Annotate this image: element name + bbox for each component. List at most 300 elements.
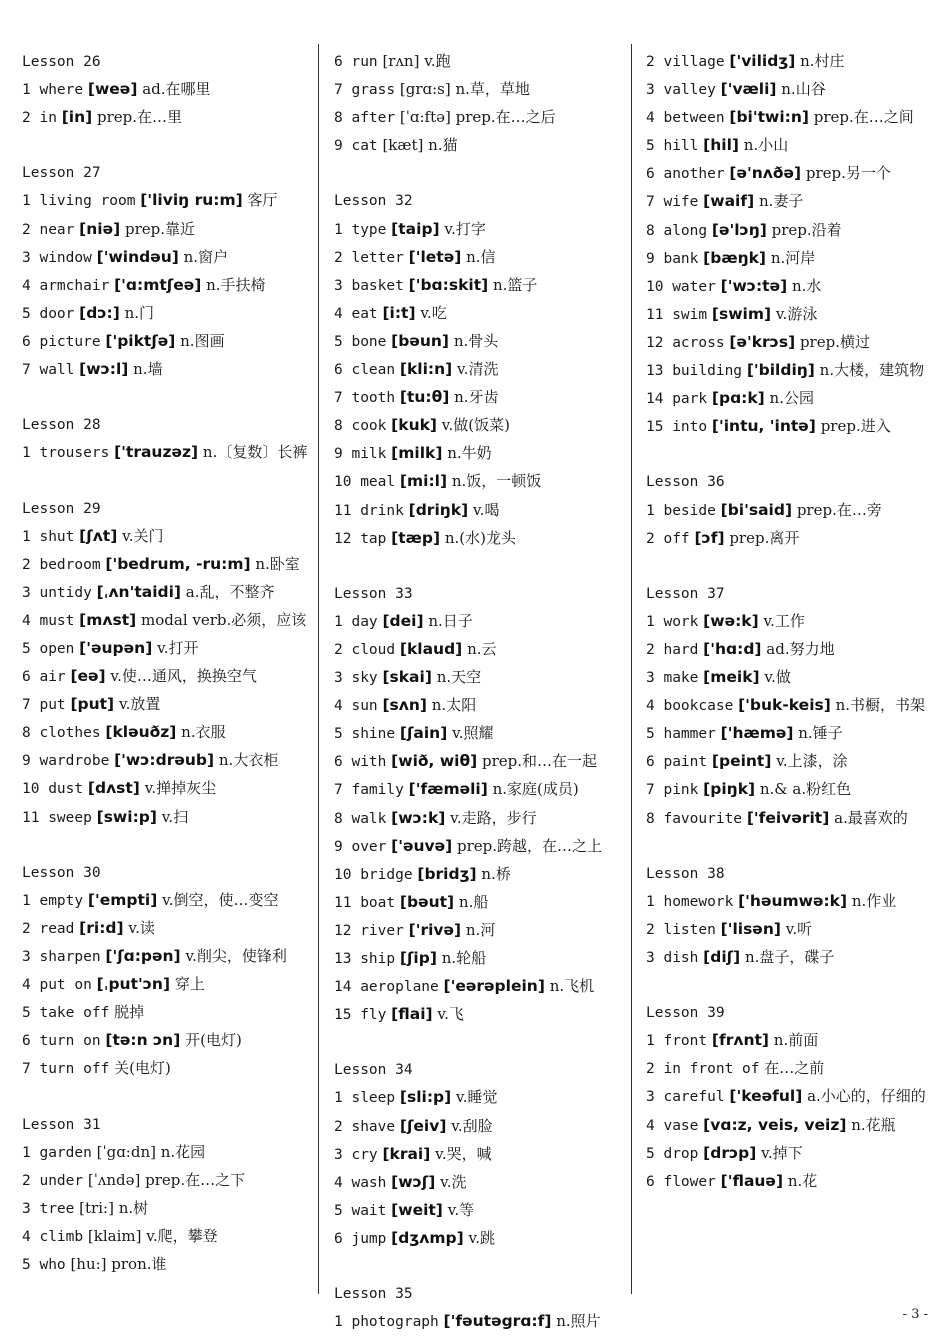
vocab-phonetic: ['bedrum, -ru:m] [105,554,251,573]
lesson-heading [334,580,624,608]
vocab-phonetic: [i:t] [382,303,416,322]
vocab-phonetic: ['letə] [408,247,462,266]
page-number: - 3 - [902,1307,928,1322]
vocab-phonetic: [sʌn] [382,696,427,715]
vocab-word: 7 pink [646,782,699,799]
vocab-word: 13 ship [334,951,396,967]
vocab-word: 2 off [646,530,690,547]
vocab-entry [22,915,310,943]
vocab-entry [22,300,310,328]
vocab-phonetic: [tu:θ] [399,388,450,407]
vocab-word: 3 window [22,249,92,266]
vocab-definition: n.饭，一顿饭 [451,472,542,491]
vocab-phonetic: [ʃeiv] [399,1116,447,1135]
vocab-word: 5 take off [22,1005,110,1022]
vocab-word: 8 along [646,222,708,239]
vocab-definition: v.哭，喊 [435,1144,492,1163]
vocab-word: 2 letter [334,249,404,266]
vocab-entry [22,607,310,635]
lesson-title: Lesson 33 [334,585,413,602]
vocab-definition: v.放置 [118,695,161,714]
vocab-phonetic: [ɔf] [694,528,725,547]
vocab-phonetic: [meik] [703,668,760,687]
vocab-word: 2 shave [334,1118,396,1135]
vocab-phonetic: ['fæməli] [408,780,488,799]
vocab-phonetic: [hil] [703,136,740,155]
vocab-word: 5 drop [646,1145,699,1162]
vocab-definition: prep.横过 [799,332,870,351]
vocab-entry [646,104,936,132]
vocab-entry [334,1001,624,1029]
vocab-word: 6 another [646,166,725,183]
vocab-definition: n.前面 [773,1031,819,1050]
vocab-definition: n.照片 [556,1312,601,1331]
vocab-word: 10 dust [22,781,84,798]
vocab-word: 6 flower [646,1173,716,1190]
vocab-definition: v.工作 [763,611,805,630]
lesson-heading [22,48,310,76]
lesson-heading [22,159,310,187]
vocab-definition: prep.离开 [729,528,800,547]
vocab-definition: 开(电灯) [185,1031,242,1050]
vocab-word: 1 empty [22,892,84,909]
vocab-word: 4 sun [334,698,378,715]
lesson-title: Lesson 32 [334,193,413,210]
vocab-definition: v.上漆，涂 [776,752,848,771]
lesson-title: Lesson 29 [22,500,101,517]
vocab-entry [334,272,624,300]
vocab-definition: v.吃 [420,303,447,322]
vocab-entry [646,357,936,385]
vocab-word: 4 must [22,612,75,629]
vocab-entry [22,663,310,691]
vocab-word: 6 run [334,54,378,70]
lesson-title: Lesson 39 [646,1005,725,1022]
vocab-entry [334,440,624,468]
vocab-phonetic: [frʌnt] [711,1031,769,1050]
vocab-phonetic: [wið, wiθ] [391,752,478,771]
vocab-entry [22,943,310,971]
vocab-word: 5 door [22,305,75,322]
vocab-word: 2 in front of [646,1061,760,1078]
lesson-heading [646,580,936,608]
vocab-definition: [kæt] n.猫 [382,136,458,155]
vocab-definition: [ˈɑ:ftə] prep.在…之后 [399,108,556,127]
lesson-title: Lesson 36 [646,474,725,491]
vocab-entry [22,1055,310,1083]
vocab-word: 1 garden [22,1144,92,1161]
vocab-phonetic: ['hæmə] [720,724,794,743]
vocab-word: 7 family [334,782,404,799]
vocab-word: 10 bridge [334,866,413,883]
vocab-word: 2 read [22,920,75,937]
vocab-entry [334,328,624,356]
vocab-word: 5 who [22,1257,66,1274]
vocab-definition: n.大楼，建筑物 [819,361,925,380]
vocab-phonetic: [swim] [711,304,772,323]
vocab-phonetic: ['trauzəz] [114,443,199,462]
vocab-word: 8 walk [334,810,387,827]
vocab-entry [334,104,624,132]
vocab-word: 9 milk [334,446,387,463]
vocab-definition: v.喝 [472,500,500,519]
vocab-definition: v.打字 [444,219,486,238]
vocab-phonetic: [kli:n] [399,360,453,379]
vocab-entry [334,1084,624,1112]
vocab-definition: n.花瓶 [851,1115,896,1134]
vocab-word: 9 cat [334,138,378,155]
vocab-entry [22,272,310,300]
vocab-entry [646,1112,936,1140]
vocab-entry [646,245,936,273]
vocab-definition: n.手扶椅 [206,275,266,294]
vocab-phonetic: [krai] [382,1144,431,1163]
vocab-entry [334,412,624,440]
vocab-entry [22,1139,310,1167]
vocab-entry [22,76,310,104]
vocab-definition: n.墙 [133,360,163,379]
vocab-definition: v.做 [764,668,791,687]
vocab-word: 2 hard [646,641,699,658]
vocab-entry [22,1027,310,1055]
vocab-definition: v.听 [785,919,813,938]
vocab-entry [334,216,624,244]
vocab-entry [22,691,310,719]
vocab-definition: n.太阳 [431,696,477,715]
vocab-definition: v.等 [447,1200,475,1219]
vocab-phonetic: ['intu, 'intə] [711,417,816,436]
vocab-word: 6 air [22,669,66,686]
vocab-entry [646,888,936,916]
vocab-definition: n.图画 [180,331,225,350]
vocab-word: 3 careful [646,1089,725,1106]
vocab-entry [22,216,310,244]
vocab-entry [22,1251,310,1279]
vocab-definition: prep.在…里 [97,108,183,127]
vocab-entry [646,497,936,525]
vocab-definition: v.削尖，使锋利 [185,947,287,965]
vocab-phonetic: [milk] [391,444,443,463]
vocab-entry [334,48,624,76]
vocab-definition: 关(电灯) [114,1059,171,1078]
vocab-entry [646,1027,936,1055]
vocab-entry [334,748,624,776]
vocab-word: 8 favourite [646,810,743,827]
vocab-phonetic: [ʃip] [399,949,437,967]
vocab-definition: 穿上 [174,975,205,994]
vocab-definition: v.刮脸 [451,1116,493,1135]
vocab-phonetic: [swi:p] [96,807,157,826]
vocab-phonetic: [peint] [711,752,772,771]
vocab-entry [646,217,936,245]
vocab-phonetic: ['əuvə] [391,836,453,855]
vocab-definition: prep.在…之间 [813,108,914,127]
vocab-entry [646,48,936,76]
vocab-phonetic: [ə'lɔŋ] [711,220,767,239]
vocab-phonetic: [weit] [391,1200,443,1219]
vocab-word: 1 day [334,613,378,630]
vocab-entry [646,132,936,160]
vocab-entry [646,1055,936,1083]
vocab-phonetic: ['buk-keis] [738,696,831,715]
vocab-phonetic: [ə'nʌðə] [729,164,802,183]
vocab-entry [334,636,624,664]
lesson-heading [646,468,936,496]
vocab-word: 1 where [22,82,84,99]
vocab-word: 14 aeroplane [334,979,439,996]
vocab-entry [646,944,936,972]
vocab-word: 8 clothes [22,725,101,742]
vocab-word: 10 water [646,278,716,295]
vocab-definition: prep.跨越，在…之上 [457,836,603,855]
vocab-phonetic: [pɑ:k] [711,389,765,408]
vocab-word: 1 sleep [334,1090,396,1107]
vocab-word: 4 wash [334,1174,387,1191]
vocab-word: 4 climb [22,1228,84,1245]
vocab-entry [334,132,624,160]
vocab-phonetic: [kləuðz] [105,723,177,742]
vocab-word: 5 hill [646,138,699,155]
vocab-phonetic: [eə] [70,667,106,686]
vocab-word: 3 valley [646,82,716,99]
vocab-word: 3 sky [334,670,378,687]
vocab-phonetic: [niə] [79,219,121,238]
vocab-definition: modal verb.必须，应该 [141,610,307,629]
vocab-phonetic: ['windəu] [96,247,179,266]
vocab-phonetic: [ə'krɔs] [729,332,796,351]
vocab-phonetic: ['wɔ:tə] [720,276,788,295]
vocab-definition: n.日子 [428,611,473,630]
vocab-word: 9 bank [646,250,699,267]
vocab-entry [22,104,310,132]
vocab-word: 11 sweep [22,809,92,826]
vocab-phonetic: [piŋk] [703,780,756,799]
vocab-entry [22,244,310,272]
vocab-definition: prep.靠近 [124,219,196,238]
vocab-phonetic: [wə:k] [703,611,759,630]
vocab-phonetic: [bəut] [399,892,455,911]
vocab-phonetic: ['rivə] [408,920,462,939]
vocab-word: 7 tooth [334,390,396,407]
vocab-entry [334,1225,624,1253]
vocab-definition: n.飞机 [549,977,595,996]
vocab-word: 12 river [334,922,404,939]
vocab-word: 4 between [646,110,725,127]
vocab-entry [334,384,624,412]
column-separator [318,44,319,1294]
vocab-entry [334,805,624,833]
vocab-phonetic: [ri:d] [79,918,124,937]
vocab-word: 1 trousers [22,445,110,462]
lesson-title: Lesson 35 [334,1286,413,1303]
vocab-entry [22,356,310,384]
vocab-definition: prep.另一个 [805,164,891,183]
vocab-entry [646,720,936,748]
column-2 [334,48,624,1336]
vocab-definition: n.大衣柜 [218,751,279,770]
vocab-entry [646,385,936,413]
vocab-word: 5 shine [334,726,396,743]
vocab-word: 1 type [334,221,387,238]
vocab-phonetic: [tæp] [391,528,441,547]
vocab-phonetic: [bæŋk] [703,248,767,267]
vocab-definition: v.洗 [440,1172,467,1191]
lesson-heading [22,411,310,439]
vocab-word: 15 fly [334,1007,387,1024]
vocab-word: 11 swim [646,306,708,323]
vocab-entry [334,1113,624,1141]
lesson-heading [646,999,936,1027]
vocab-entry [646,1083,936,1111]
vocab-word: 6 picture [22,333,101,350]
vocab-phonetic: ['feivərit] [746,808,830,827]
vocab-definition: prep.沿着 [771,220,842,239]
vocab-definition: n.水 [791,276,822,295]
vocab-word: 12 across [646,334,725,351]
vocab-word: 5 bone [334,333,387,350]
vocab-word: 2 in [22,110,57,127]
vocab-word: 2 near [22,221,75,238]
vocab-definition: n.河岸 [770,248,816,267]
vocab-entry [646,1140,936,1168]
vocab-word: 9 wardrobe [22,753,110,770]
vocab-definition: v.游泳 [775,304,818,323]
vocab-definition: ad.在哪里 [142,80,211,99]
vocab-definition: n.衣服 [181,723,226,742]
vocab-entry [22,551,310,579]
vocab-entry [22,804,310,832]
lesson-title: Lesson 30 [22,864,101,881]
vocab-word: 6 clean [334,362,396,379]
vocab-word: 3 sharpen [22,949,101,965]
vocab-definition: n.桥 [481,864,511,883]
vocab-definition: v.扫 [161,807,189,826]
vocab-entry [646,160,936,188]
vocab-phonetic: ['ɑ:mtʃeə] [114,275,202,294]
vocab-entry [646,76,936,104]
vocab-phonetic: [mʌst] [79,610,137,629]
lesson-title: Lesson 37 [646,585,725,602]
vocab-entry [646,692,936,720]
vocab-entry [22,1167,310,1195]
vocab-phonetic: [dʌst] [87,779,140,798]
vocab-definition: n.牙齿 [454,388,499,407]
vocab-entry [646,301,936,329]
vocab-word: 2 under [22,1172,84,1189]
vocab-word: 7 turn off [22,1061,110,1078]
vocab-phonetic: [bəun] [391,331,450,350]
vocab-definition: v.倒空，使…变空 [162,890,279,909]
vocab-definition: v.飞 [437,1005,464,1024]
vocab-entry [334,720,624,748]
vocab-word: 8 after [334,110,396,127]
vocab-word: 4 eat [334,305,378,322]
vocab-definition: n.卧室 [255,554,300,573]
vocab-phonetic: [ʃʌt] [79,526,118,545]
vocab-entry [22,999,310,1027]
vocab-phonetic: [skai] [382,668,432,687]
vocab-entry [646,608,936,636]
vocab-entry [334,356,624,384]
vocab-entry [334,692,624,720]
vocab-entry [334,889,624,917]
lesson-heading [22,495,310,523]
vocab-entry [646,748,936,776]
vocab-entry [334,917,624,945]
vocab-definition: n.家庭(成员) [492,780,579,799]
vocab-phonetic: [dʒʌmp] [391,1228,464,1247]
vocab-definition: v.跳 [468,1228,495,1247]
column-3 [646,48,936,1196]
vocab-phonetic: ['lisən] [720,919,781,938]
vocab-word: 4 put on [22,977,92,994]
vocab-phonetic: [flai] [391,1005,433,1024]
vocab-word: 14 park [646,391,708,408]
vocab-definition: n.作业 [851,891,897,910]
vocab-word: 7 put [22,697,66,714]
vocab-definition: v.清洗 [457,360,499,379]
lesson-heading [334,187,624,215]
vocab-definition: n.云 [467,639,497,658]
vocab-phonetic: ['liviŋ ru:m] [140,191,243,210]
vocab-word: 6 with [334,754,387,771]
vocab-phonetic: [bi'twi:n] [729,108,809,127]
vocab-word: 6 paint [646,754,708,771]
vocab-definition: n.骨头 [453,331,499,350]
vocab-definition: v.掸掉灰尘 [144,779,217,798]
vocab-definition: n.篮子 [492,275,538,294]
vocab-definition: v.做(饭菜) [441,416,510,435]
vocab-entry [22,579,310,607]
vocab-entry [334,833,624,861]
vocab-entry [22,328,310,356]
vocab-word: 6 turn on [22,1033,101,1050]
vocab-entry [334,664,624,692]
vocab-entry [334,776,624,804]
vocab-phonetic: ['bildiŋ] [746,361,815,380]
vocab-definition: n.公园 [769,389,814,408]
vocab-definition: n.小山 [743,136,789,155]
vocab-word: 8 cook [334,418,387,435]
vocab-entry [646,805,936,833]
vocab-word: 10 meal [334,474,396,491]
lesson-title: Lesson 38 [646,865,725,882]
vocab-definition: [hu:] pron.谁 [70,1255,167,1274]
vocab-phonetic: [waif] [703,192,755,211]
vocab-entry [22,1195,310,1223]
lesson-title: Lesson 31 [22,1116,101,1133]
vocab-definition: ad.努力地 [766,639,835,658]
vocab-phonetic: [put] [70,695,115,714]
vocab-entry [334,973,624,1001]
lesson-title: Lesson 26 [22,54,101,70]
vocab-entry [22,1223,310,1251]
vocab-word: 5 hammer [646,726,716,743]
vocab-definition: [ˈʌndə] prep.在…之下 [87,1170,246,1189]
vocab-definition: n.门 [124,303,155,322]
vocab-phonetic: ['flauə] [720,1171,784,1190]
vocab-word: 3 dish [646,950,699,966]
column-separator [631,44,632,1294]
vocab-definition: n.山谷 [781,80,826,99]
vocab-phonetic: [wɔ:k] [391,808,446,827]
vocab-word: 1 front [646,1033,708,1050]
lesson-title: Lesson 27 [22,165,101,182]
vocab-phonetic: [ˌput'ɔn] [96,975,171,994]
vocab-entry [646,525,936,553]
vocab-entry [646,1168,936,1196]
vocab-phonetic: ['ʃɑ:pən] [105,947,181,965]
